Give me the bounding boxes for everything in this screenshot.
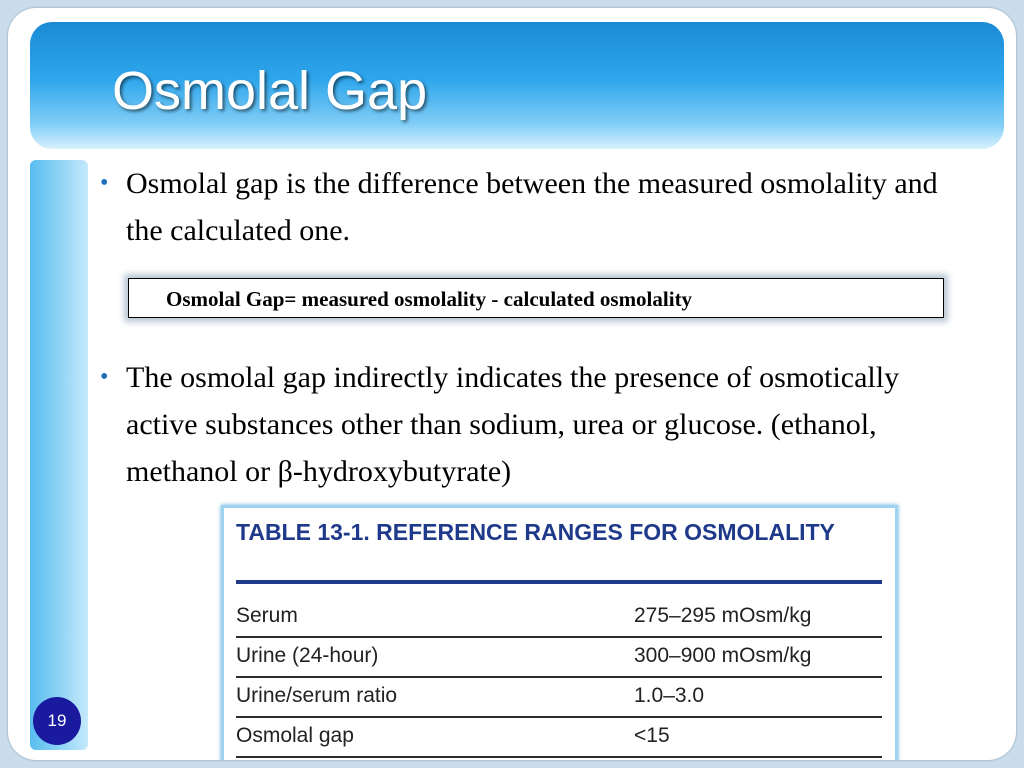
table-row [236,596,882,638]
row-value: 1.0–3.0 [634,684,705,707]
row-label: Serum [236,604,298,627]
title-bar [30,22,1004,149]
row-label: Urine/serum ratio [236,684,398,707]
slide-title: Osmolal Gap [112,61,428,121]
formula-box: Osmolal Gap= measured osmolality - calculated osmolality [128,278,944,318]
bullet-text: The osmolal gap indirectly indicates the presence of osmotically active substances other than sodium, urea or glucose. (ethanol, methanol or β-hydroxybutyrate) [126,361,900,488]
row-label: Osmolal gap [236,724,354,747]
bullet-dot-icon: • [100,364,109,390]
row-value: 300–900 mOsm/kg [634,644,812,667]
side-bar [30,160,88,750]
table-caption: TABLE 13-1. REFERENCE RANGES FOR OSMOLALITY [236,519,835,545]
slide-number-badge: 19 [33,697,81,745]
table-row [236,676,882,718]
bullet-item [100,354,950,495]
bullet-text: Osmolal gap is the difference between the measured osmolality and the calculated one. [126,167,938,247]
table-rule [236,580,882,584]
bullet-item [100,160,950,254]
reference-table [221,505,898,760]
bullet-dot-icon: • [100,170,109,196]
table-row [236,716,882,758]
row-label: Urine (24-hour) [236,644,379,667]
row-value: 275–295 mOsm/kg [634,604,812,627]
table-row [236,636,882,678]
slide [8,8,1016,760]
row-value: <15 [634,724,670,747]
